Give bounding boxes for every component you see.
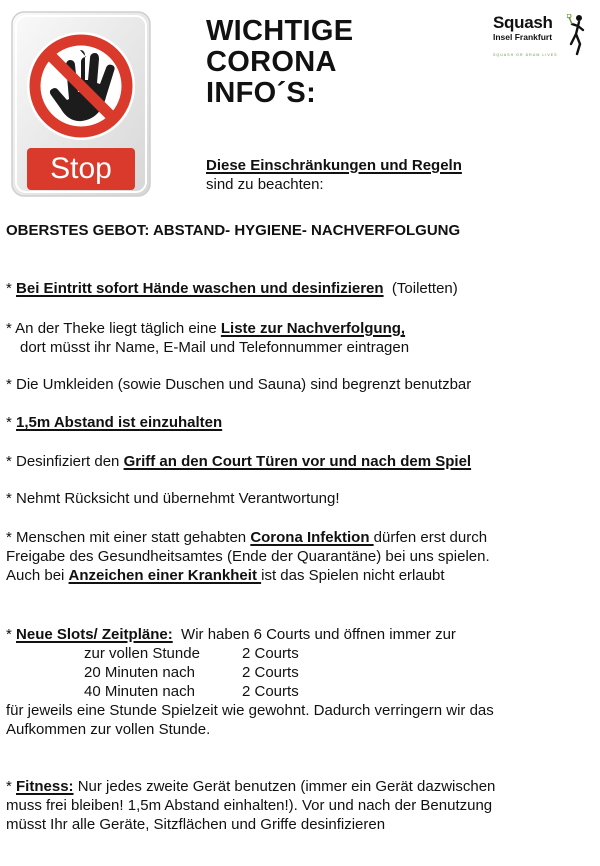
rule-infection-line3-suffix: ist das Spielen nicht erlaubt bbox=[261, 567, 445, 584]
squash-logo bbox=[493, 14, 588, 58]
rule-list bbox=[6, 319, 409, 357]
rule-fitness-line2: muss frei bleiben! 1,5m Abstand einhalten!). Vor und nach der Benutzung bbox=[6, 797, 493, 814]
rule-hands bbox=[6, 280, 458, 297]
rule-hands-suffix: (Toiletten) bbox=[383, 280, 458, 297]
rule-slots-line6: Aufkommen zur vollen Stunde. bbox=[6, 721, 211, 738]
rule-infection-line2: Freigabe des Gesundheitsamtes (Ende der Quarantäne) bei uns spielen. bbox=[6, 548, 490, 565]
slot-courts: 2 Courts bbox=[242, 664, 299, 681]
rule-infection-line3-prefix: Auch bei bbox=[6, 567, 69, 584]
rule-fitness-suffix: Nur jedes zweite Gerät benutzen (immer ein Gerät dazwischen bbox=[73, 778, 496, 795]
logo-tagline: SQUASH OR DRUM LIVES bbox=[493, 53, 558, 57]
logo-name: Squash bbox=[493, 13, 553, 32]
no-entry-hand-icon bbox=[27, 32, 135, 140]
title-line-1: WICHTIGE bbox=[206, 15, 354, 47]
intro-rest: sind zu beachten: bbox=[206, 176, 324, 193]
intro-bold: Diese Einschränkungen und Regeln bbox=[206, 157, 462, 174]
rule-infection-line3-bold: Anzeichen einer Krankheit bbox=[68, 567, 262, 584]
slot-row bbox=[6, 663, 494, 682]
rule-hands-prefix: * bbox=[6, 280, 17, 297]
rule-disinfect-prefix: * Desinfiziert den bbox=[6, 453, 124, 470]
rule-infection-suffix: dürfen erst durch bbox=[373, 529, 488, 546]
rule-slots bbox=[6, 625, 494, 739]
rule-changing-rooms: * Die Umkleiden (sowie Duschen und Sauna) sind begrenzt benutzbar bbox=[6, 376, 472, 393]
rule-distance bbox=[6, 414, 222, 431]
rule-respect: * Nehmt Rücksicht und übernehmt Verantwortung! bbox=[6, 490, 340, 507]
slot-row bbox=[6, 644, 494, 663]
rule-slots-bold: Neue Slots/ Zeitpläne: bbox=[16, 626, 173, 643]
rule-infection-bold: Corona Infektion bbox=[250, 529, 374, 546]
main-rule-heading: OBERSTES GEBOT: ABSTAND- HYGIENE- NACHVERFOLGUNG bbox=[6, 222, 461, 239]
rule-fitness-prefix: * bbox=[6, 778, 17, 795]
rule-distance-bold: 1,5m Abstand ist einzuhalten bbox=[16, 414, 223, 431]
rule-fitness-bold: Fitness: bbox=[16, 778, 74, 795]
rule-slots-line5: für jeweils eine Stunde Spielzeit wie gewohnt. Dadurch verringern wir das bbox=[6, 702, 494, 719]
slot-time: 40 Minuten nach bbox=[84, 683, 195, 700]
rule-infection bbox=[6, 528, 490, 585]
rule-list-prefix: * An der Theke liegt täglich eine bbox=[6, 320, 221, 337]
rule-list-bold: Liste zur Nachverfolgung, bbox=[220, 320, 406, 337]
rule-fitness-line3: müsst Ihr alle Geräte, Sitzflächen und Griffe desinfizieren bbox=[6, 816, 386, 833]
slot-courts: 2 Courts bbox=[242, 683, 299, 700]
rule-disinfect-bold: Griff an den Court Türen vor und nach dem Spiel bbox=[123, 453, 472, 470]
squash-player-icon bbox=[567, 14, 585, 56]
page-title bbox=[206, 16, 353, 109]
stop-sign bbox=[10, 10, 152, 198]
rule-fitness bbox=[6, 777, 495, 834]
rule-list-line2: dort müsst ihr Name, E-Mail und Telefonnummer eintragen bbox=[20, 339, 410, 356]
slot-courts: 2 Courts bbox=[242, 645, 299, 662]
slot-time: zur vollen Stunde bbox=[84, 645, 200, 662]
rule-infection-prefix: * Menschen mit einer statt gehabten bbox=[6, 529, 251, 546]
slot-time: 20 Minuten nach bbox=[84, 664, 195, 681]
logo-sub: Insel Frankfurt bbox=[493, 32, 553, 42]
rule-disinfect-handles bbox=[6, 453, 471, 470]
rule-slots-suffix: Wir haben 6 Courts und öffnen immer zur bbox=[172, 626, 456, 643]
title-line-2: CORONA bbox=[206, 46, 337, 78]
stop-sign-graphic bbox=[10, 10, 152, 198]
title-line-3: INFO´S: bbox=[206, 77, 317, 109]
rule-slots-prefix: * bbox=[6, 626, 17, 643]
rule-distance-prefix: * bbox=[6, 414, 17, 431]
intro bbox=[206, 156, 462, 194]
rule-hands-bold: Bei Eintritt sofort Hände waschen und desinfizieren bbox=[16, 280, 384, 297]
stop-label: Stop bbox=[50, 152, 112, 185]
slot-row bbox=[6, 682, 494, 701]
